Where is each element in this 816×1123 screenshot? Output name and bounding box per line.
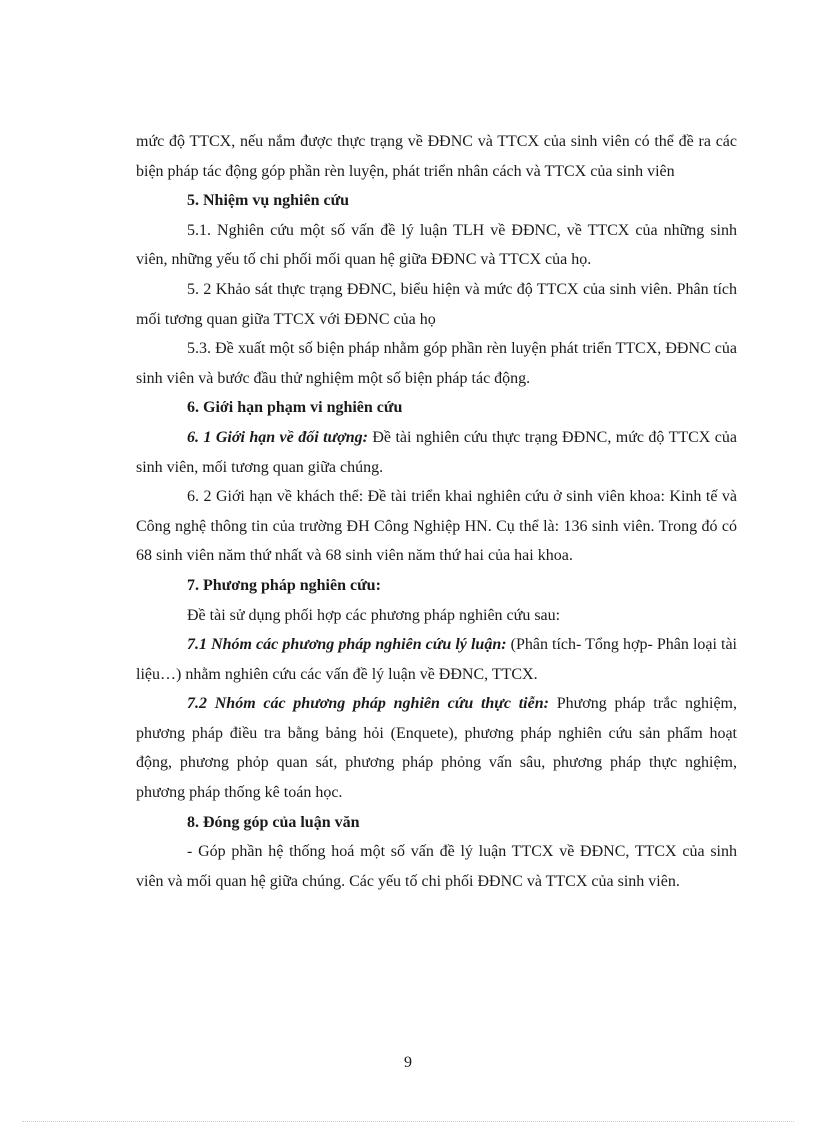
section-7-1-label: 7.1 Nhóm các phương pháp nghiên cứu lý luận: xyxy=(187,636,507,654)
section-8-1-paragraph: - Góp phần hệ thống hoá một số vấn đề lý luận TTCX về ĐĐNC, TTCX của sinh viên và mối quan hệ giữa chúng. Các yếu tố chi phối ĐĐNC và TTCX của sinh viên. xyxy=(136,843,737,890)
section-7-1-text: (Phân tích- Tổng hợp- Phân loại tài liệu…) nhằm nghiên cứu các vấn đề lý luận về ĐĐNC, TTCX. xyxy=(136,636,737,683)
section-6-heading: 6. Giới hạn phạm vi nghiên cứu xyxy=(187,399,403,417)
intro-paragraph: mức độ TTCX, nếu nắm được thực trạng về ĐĐNC và TTCX của sinh viên có thể đề ra các biện pháp tác động góp phần rèn luyện, phát triển nhân cách và TTCX của sinh viên xyxy=(136,133,737,180)
section-8-heading: 8. Đóng góp của luận văn xyxy=(187,813,360,831)
section-6-1-text: Đề tài nghiên cứu thực trạng ĐĐNC, mức độ TTCX của sinh viên, mối tương quan giữa chúng. xyxy=(136,428,737,476)
section-7-heading: 7. Phương pháp nghiên cứu: xyxy=(187,576,381,594)
section-6-1-paragraph xyxy=(136,423,737,482)
section-7-2-text: Phương pháp trắc nghiệm, phương pháp điều tra bằng bảng hỏi (Enquete), phương pháp nghiên cứu sản phẩm hoạt động, phương phỏp quan sát, phương pháp phỏng vấn sâu, phương pháp thực nghiệm, phương pháp thống kê toán học. xyxy=(136,695,738,802)
section-7-1-paragraph xyxy=(136,630,737,689)
section-7-2-label: 7.2 Nhóm các phương pháp nghiên cứu thực tiễn: xyxy=(187,695,549,713)
section-7-2-paragraph xyxy=(136,689,737,807)
section-5-3-paragraph: 5.3. Đề xuất một số biện pháp nhằm góp phần rèn luyện phát triển TTCX, ĐĐNC của sinh viên và bước đầu thử nghiệm một số biện pháp tác động. xyxy=(136,340,737,387)
section-5-heading: 5. Nhiệm vụ nghiên cứu xyxy=(187,192,350,210)
section-5-2-paragraph: 5. 2 Khảo sát thực trạng ĐĐNC, biểu hiện và mức độ TTCX của sinh viên. Phân tích mối tương quan giữa TTCX với ĐĐNC của họ xyxy=(136,280,737,328)
page-bottom-divider xyxy=(22,1121,794,1122)
section-6-2-paragraph: 6. 2 Giới hạn về khách thể: Đề tài triển khai nghiên cứu ở sinh viên khoa: Kinh tế và Công nghệ thông tin của trường ĐH Công Nghiệp HN. Cụ thể là: 136 sinh viên. Trong đó có 68 sinh viên năm thứ nhất và 68 sinh viên năm thứ hai của hai khoa. xyxy=(136,488,737,565)
section-6-1-label: 6. 1 Giới hạn về đối tượng: xyxy=(187,428,368,446)
section-5-1-paragraph: 5.1. Nghiên cứu một số vấn đề lý luận TLH về ĐĐNC, về TTCX của những sinh viên, những yếu tố chi phối mối quan hệ giữa ĐĐNC và TTCX của họ. xyxy=(136,221,737,269)
page-number: 9 xyxy=(404,1054,412,1071)
document-body xyxy=(136,127,737,896)
section-7-intro-paragraph: Đề tài sử dụng phối hợp các phương pháp nghiên cứu sau: xyxy=(187,606,561,624)
